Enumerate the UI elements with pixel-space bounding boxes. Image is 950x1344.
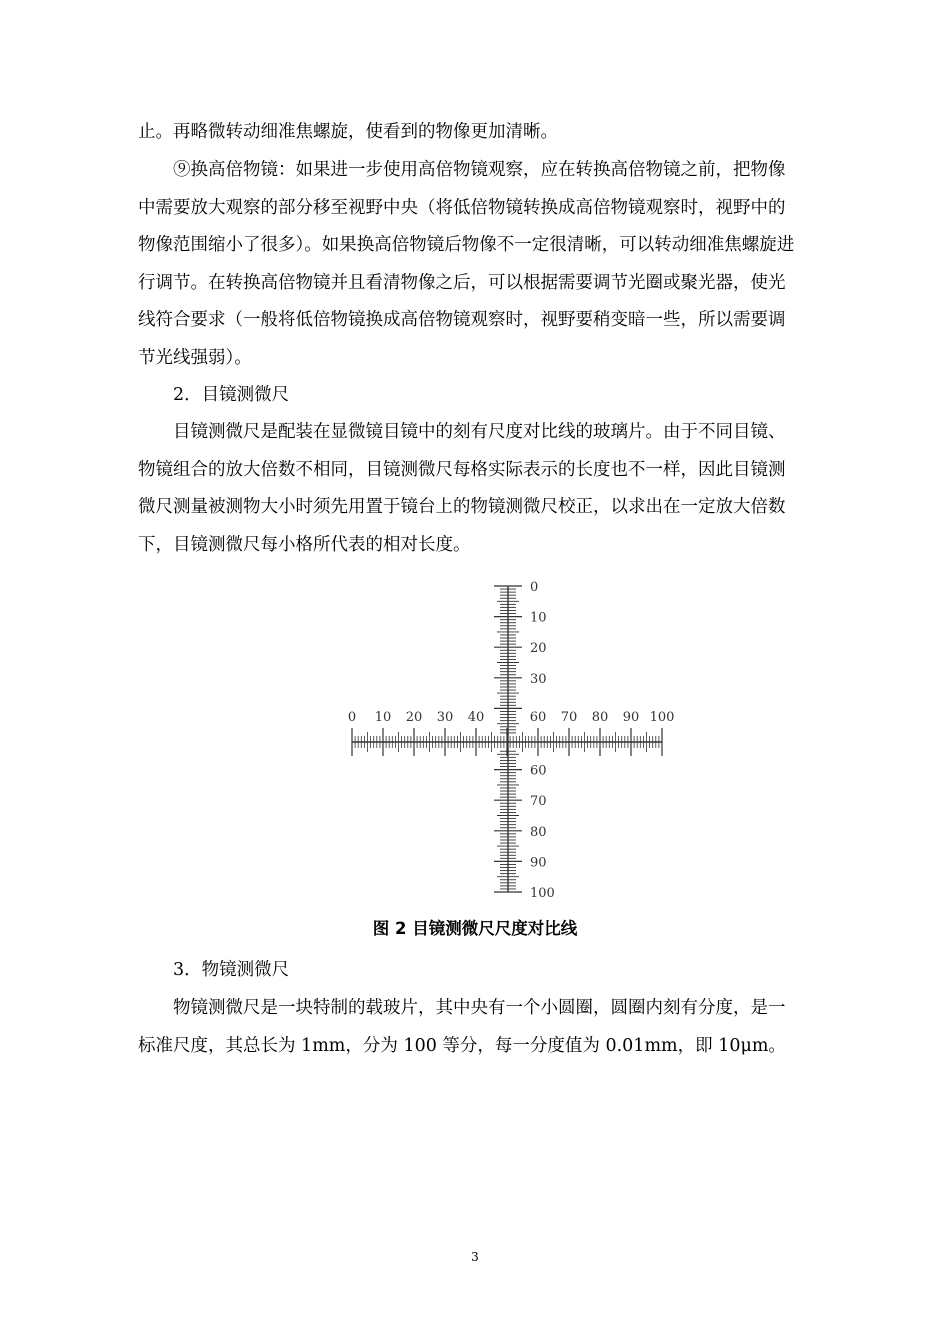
horizontal-scale — [352, 728, 662, 756]
text-line: ⑨换高倍物镜：如果进一步使用高倍物镜观察，应在转换高倍物镜之前，把物像 — [173, 160, 786, 180]
vertical-tick-label: 90 — [530, 855, 547, 871]
paragraph-4 — [138, 990, 850, 1065]
text-line: 止。再略微转动细准焦螺旋，使看到的物像更加清晰。 — [138, 122, 558, 142]
section-2-heading — [138, 377, 850, 415]
vertical-tick-label: 100 — [530, 886, 555, 901]
text-line: 物像范围缩小了很多）。如果换高倍物镜后物像不一定很清晰，可以转动细准焦螺旋进 — [138, 235, 795, 255]
micrometer-figure — [340, 574, 680, 906]
text-line: 中需要放大观察的部分移至视野中央（将低倍物镜转换成高倍物镜观察时，视野中的 — [138, 197, 786, 218]
text-line: 物镜组合的放大倍数不相同，目镜测微尺每格实际表示的长度也不一样，因此目镜测 — [138, 459, 786, 480]
vertical-tick-label: 10 — [530, 610, 547, 626]
vertical-labels — [530, 580, 555, 901]
paragraph-2 — [138, 152, 850, 377]
horizontal-tick-label: 20 — [405, 710, 423, 725]
horizontal-tick-label: 100 — [649, 710, 675, 725]
horizontal-tick-label: 40 — [467, 710, 485, 725]
page-number: 3 — [471, 1250, 479, 1264]
heading-text: 2．目镜测微尺 — [173, 385, 290, 405]
horizontal-tick-label: 60 — [529, 710, 547, 725]
text-line: 标准尺度，其总长为 1mm，分为 100 等分，每一分度值为 0.01mm，即 10μm。 — [138, 1035, 786, 1056]
heading-text: 3．物镜测微尺 — [173, 960, 290, 980]
horizontal-tick-label: 90 — [622, 710, 640, 725]
vertical-tick-label: 0 — [530, 580, 539, 595]
text-line: 节光线强弱）。 — [138, 347, 252, 368]
vertical-tick-label: 30 — [530, 671, 547, 687]
paragraph-3 — [138, 414, 850, 564]
vertical-tick-label: 60 — [530, 763, 547, 779]
text-line: 线符合要求（一般将低倍物镜换成高倍物镜观察时，视野要稍变暗一些，所以需要调 — [138, 310, 786, 330]
vertical-tick-label: 70 — [530, 794, 547, 810]
horizontal-tick-label: 70 — [560, 710, 578, 725]
section-3-heading — [138, 952, 850, 990]
vertical-scale — [494, 586, 522, 892]
vertical-tick-label: 80 — [530, 824, 547, 840]
paragraph-1 — [138, 114, 850, 152]
text-line: 微尺测量被测物大小时须先用置于镜台上的物镜测微尺校正，以求出在一定放大倍数 — [138, 497, 786, 517]
text-line: 物镜测微尺是一块特制的载玻片，其中央有一个小圆圈，圆圈内刻有分度，是一 — [173, 998, 786, 1018]
horizontal-tick-label: 30 — [436, 710, 454, 725]
text-line: 目镜测微尺是配装在显微镜目镜中的刻有尺度对比线的玻璃片。由于不同目镜、 — [173, 422, 786, 442]
text-line: 行调节。在转换高倍物镜并且看清物像之后，可以根据需要调节光圈或聚光器，使光 — [138, 272, 786, 293]
figure-caption: 图 2 目镜测微尺尺度对比线 — [372, 919, 578, 938]
vertical-tick-label: 20 — [530, 641, 547, 657]
horizontal-tick-label: 80 — [591, 710, 609, 725]
horizontal-tick-label: 0 — [347, 710, 357, 725]
horizontal-tick-label: 10 — [374, 710, 392, 725]
text-line: 下，目镜测微尺每小格所代表的相对长度。 — [138, 534, 471, 555]
